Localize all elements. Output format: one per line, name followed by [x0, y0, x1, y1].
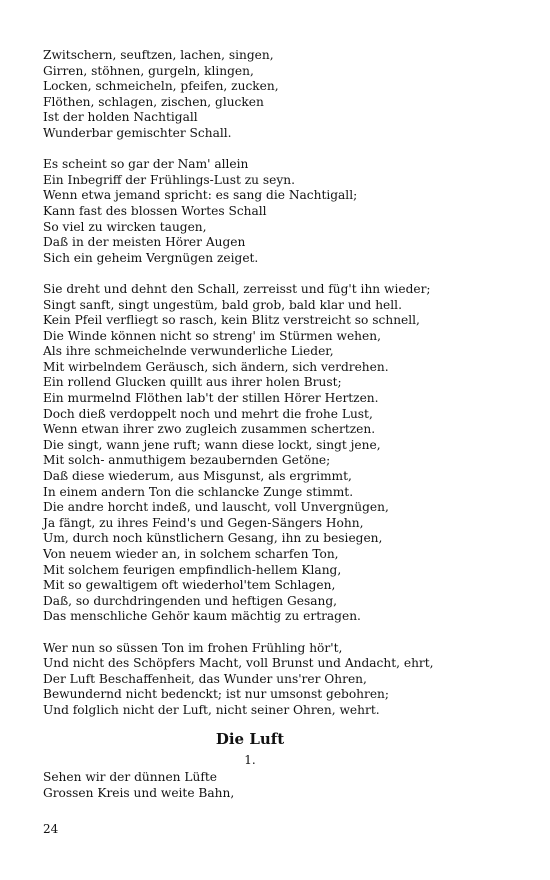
poem-line: Es scheint so gar der Nam' allein — [43, 157, 249, 172]
poem-line: Zwitschern, seuftzen, lachen, singen, — [43, 48, 274, 62]
poem-line: Ein murmelnd Flöthen lab't der stillen Hörer Hertzen. — [43, 391, 379, 406]
poem-line: Mit wirbelndem Geräusch, sich ändern, sich verdrehen. — [43, 359, 389, 374]
poem-line: Sehen wir der dünnen Lüfte — [43, 770, 217, 784]
poem-line: Ein rollend Glucken quillt aus ihrer holen Brust; — [43, 375, 342, 390]
poem-line: Daß diese wiederum, aus Misgunst, als ergrimmt, — [43, 469, 352, 484]
poem-line: Kann fast des blossen Wortes Schall — [43, 203, 267, 218]
poem-line: Locken, schmeicheln, pfeifen, zucken, — [43, 79, 279, 94]
poem-line: In einem andern Ton die schlancke Zunge stimmt. — [43, 484, 354, 499]
poem-line: So viel zu wircken taugen, — [43, 219, 207, 234]
poem-line: Sie dreht und dehnt den Schall, zerreisst und füg't ihn wieder; — [43, 281, 431, 296]
poem-line: Um, durch noch künstlichern Gesang, ihn zu besiegen, — [43, 531, 383, 546]
poem-line: Wunderbar gemischter Schall. — [43, 125, 232, 140]
stanza — [43, 641, 523, 719]
section-number: 1. — [244, 753, 256, 767]
poem-line: Die Winde können nicht so streng' im Stürmen wehen, — [43, 328, 381, 343]
poem-line: Das menschliche Gehör kaum mächtig zu ertragen. — [43, 609, 361, 624]
poem-line: Sich ein geheim Vergnügen zeiget. — [43, 250, 259, 265]
poem-line: Wer nun so süssen Ton im frohen Frühling hör't, — [43, 640, 343, 655]
poem-body — [43, 48, 523, 734]
poem-line: Wenn etwa jemand spricht: es sang die Nachtigall; — [43, 188, 358, 203]
poem-line: Bewundernd nicht bedenckt; ist nur umsonst gebohren; — [43, 687, 390, 702]
poem-line: Mit so gewaltigem oft wiederhol'tem Schlagen, — [43, 578, 336, 593]
poem-line: Girren, stöhnen, gurgeln, klingen, — [43, 63, 254, 78]
section-stanza — [43, 770, 234, 801]
poem-line: Ja fängt, zu ihres Feind's und Gegen-Sängers Hohn, — [43, 515, 364, 530]
page-number: 24 — [43, 822, 59, 836]
poem-line: Mit solch- anmuthigem bezaubernden Getöne; — [43, 453, 331, 468]
poem-line: Daß in der meisten Hörer Augen — [43, 235, 246, 250]
poem-line: Und folglich nicht der Luft, nicht seiner Ohren, wehrt. — [43, 702, 380, 717]
section-heading: Die Luft — [215, 730, 285, 748]
poem-line: Kein Pfeil verfliegt so rasch, kein Blitz verstreicht so schnell, — [43, 313, 420, 328]
poem-line: Singt sanft, singt ungestüm, bald grob, bald klar und hell. — [43, 297, 402, 312]
stanza — [43, 157, 523, 266]
poem-line: Als ihre schmeichelnde verwunderliche Lieder, — [43, 344, 334, 359]
poem-line: Die andre horcht indeß, und lauscht, voll Unvergnügen, — [43, 500, 389, 515]
poem-line: Ist der holden Nachtigall — [43, 110, 198, 125]
stanza — [43, 48, 523, 142]
poem-line: Wenn etwan ihrer zwo zugleich zusammen schertzen. — [43, 422, 376, 437]
poem-line: Doch dieß verdoppelt noch und mehrt die frohe Lust, — [43, 406, 373, 421]
poem-line: Die singt, wann jene ruft; wann diese lockt, singt jene, — [43, 437, 381, 452]
poem-line: Und nicht des Schöpfers Macht, voll Brunst und Andacht, ehrt, — [43, 656, 434, 671]
poem-line: Mit solchem feurigen empfindlich-hellem Klang, — [43, 562, 342, 577]
poem-line: Der Luft Beschaffenheit, das Wunder uns'rer Ohren, — [43, 671, 367, 686]
poem-line: Flöthen, schlagen, zischen, glucken — [43, 94, 264, 109]
stanza — [43, 282, 523, 625]
poem-line: Ein Inbegriff der Frühlings-Lust zu seyn. — [43, 172, 295, 187]
poem-line: Von neuem wieder an, in solchem scharfen Ton, — [43, 547, 339, 561]
poem-line: Daß, so durchdringenden und heftigen Gesang, — [43, 593, 337, 608]
poem-line: Grossen Kreis und weite Bahn, — [43, 785, 235, 800]
